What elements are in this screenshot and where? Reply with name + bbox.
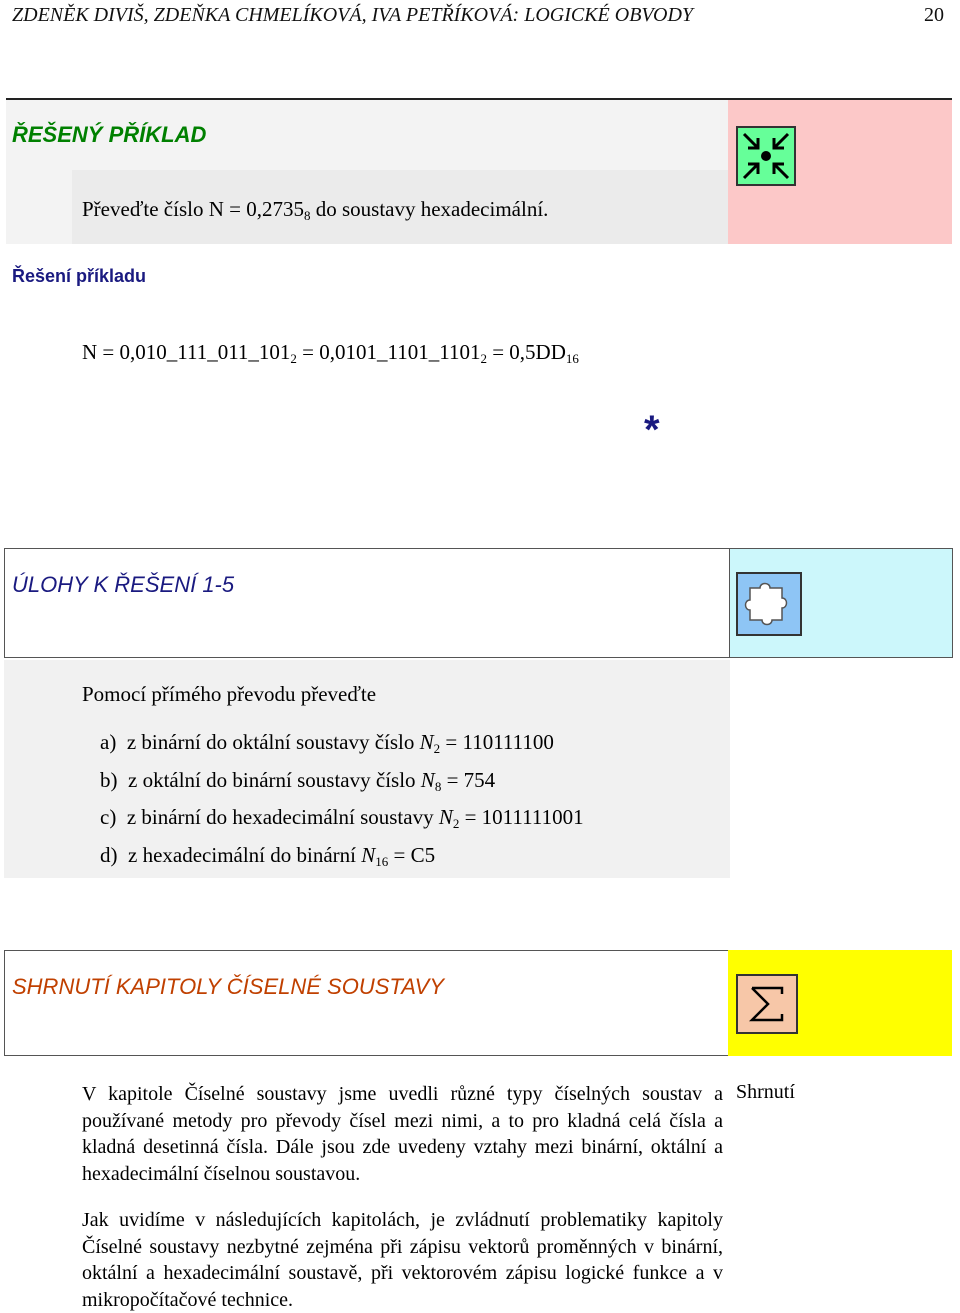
sigma-icon (736, 974, 798, 1034)
puzzle-icon (736, 572, 802, 636)
example-title: ŘEŠENÝ PŘÍKLAD (12, 122, 207, 147)
converging-arrows-icon (736, 126, 796, 186)
end-of-solution-star: * (644, 408, 660, 452)
task-item: a) z binární do oktální soustavy číslo $N_2 = 110111100$ (100, 730, 554, 756)
solution-title: Řešení příkladu (12, 266, 147, 286)
task-item: b) z oktální do binární soustavy číslo $N_8 = 754$ (100, 768, 496, 794)
summary-title: SHRNUTÍ KAPITOLY ČÍSELNÉ SOUSTAVY (12, 974, 444, 999)
tasks-intro: Pomocí přímého převodu převeďte (82, 682, 377, 706)
summary-paragraph: V kapitole Číselné soustavy jsme uvedli různé typy číselných soustav a používané metody pro převody čísel mezi nimi, a to pro kladná celá čísla a kladná desetinná čísla. Dále jsou zde uvedeny vztahy mezi binární, oktální a hexadecimální číselnou soustavou. (82, 1083, 723, 1185)
task-item: d) z hexadecimální do binární $N_{16} = C5$ (100, 843, 436, 869)
page-number: 20 (924, 4, 944, 26)
tasks-title: ÚLOHY K ŘEŠENÍ 1-5 (12, 572, 235, 597)
summary-paragraph: Jak uvidíme v následujících kapitolách, je zvládnutí problematiky kapitoly Číselné soustavy nezbytné zejména při zápisu vektorů proměnných v binární, oktální a hexadecimální soustavě, při vektorovém zápisu logické funkce a v mikropočítačové technice. (82, 1209, 723, 1311)
margin-note: Shrnutí (736, 1081, 795, 1103)
example-assignment: Převeďte číslo $N = 0,2735_8$ do soustavy hexadecimální. (82, 197, 549, 223)
solution-equation: $N = 0,010\_111\_011\_101_2$ = $0,0101\_1101\_1101_2 = 0,5DD_{16}$ (82, 340, 579, 366)
task-item: c) z binární do hexadecimální soustavy $N_2 = 1011111001$ (100, 805, 584, 831)
summary-header-box (4, 950, 730, 1056)
tasks-header-box (4, 548, 730, 658)
running-header: ZDENĚK DIVIŠ, ZDEŇKA CHMELÍKOVÁ, IVA PETŘÍKOVÁ: LOGICKÉ OBVODY (12, 4, 694, 26)
